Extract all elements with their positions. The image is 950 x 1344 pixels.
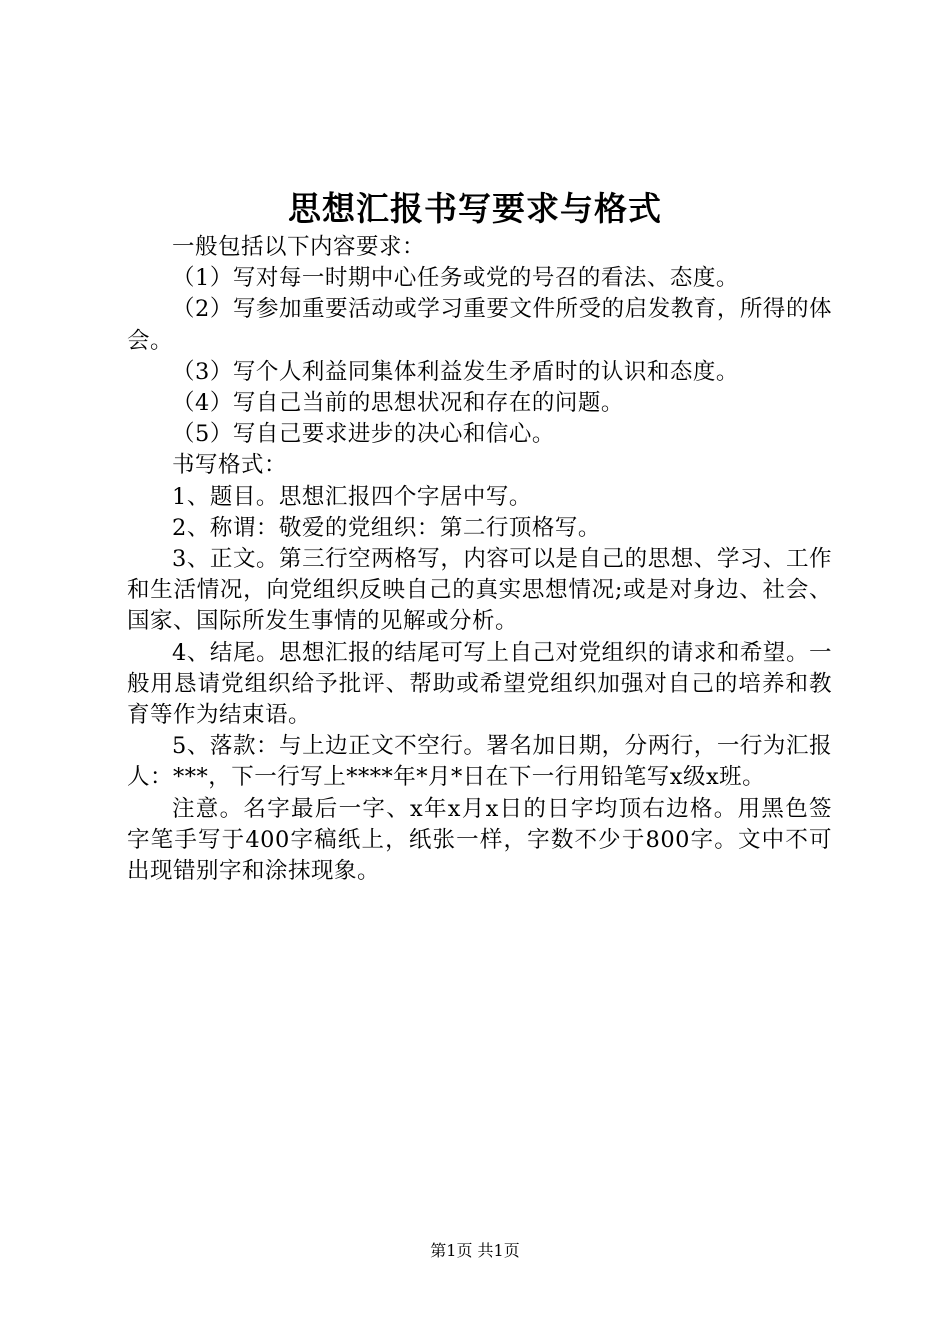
paragraph-item-5: （5）写自己要求进步的决心和信心。 bbox=[172, 421, 555, 448]
paragraph-format-heading: 书写格式： bbox=[172, 452, 288, 479]
document-body bbox=[127, 232, 832, 887]
paragraph-format-1: 1、题目。思想汇报四个字居中写。 bbox=[172, 483, 532, 510]
page-number-footer: 第1页 共1页 bbox=[430, 1241, 520, 1260]
paragraph-item-3: （3）写个人利益同集体利益发生矛盾时的认识和态度。 bbox=[172, 358, 739, 385]
paragraph-format-4: 4、结尾。思想汇报的结尾可写上自己对党组织的请求和希望。一般用恳请党组织给予批评、帮助或希望党组织加强对自己的培养和教育等作为结束语。 bbox=[127, 639, 832, 729]
paragraph-format-2: 2、称谓：敬爱的党组织：第二行顶格写。 bbox=[172, 514, 601, 541]
paragraph-item-4: （4）写自己当前的思想状况和存在的问题。 bbox=[172, 390, 624, 417]
paragraph-note: 注意。名字最后一字、x年x月x日的日字均顶右边格。用黑色签字笔手写于400字稿纸上，纸张一样，字数不少于800字。文中不可出现错别字和涂抹现象。 bbox=[127, 795, 832, 885]
paragraph-intro: 一般包括以下内容要求： bbox=[172, 234, 426, 260]
paragraph-format-5: 5、落款：与上边正文不空行。署名加日期，分两行，一行为汇报人：***，下一行写上****年*月*日在下一行用铅笔写x级x班。 bbox=[127, 733, 832, 791]
paragraph-item-2: （2）写参加重要活动或学习重要文件所受的启发教育，所得的体会。 bbox=[127, 296, 832, 354]
paragraph-format-3: 3、正文。第三行空两格写，内容可以是自己的思想、学习、工作和生活情况，向党组织反映自己的真实思想情况;或是对身边、社会、国家、国际所发生事情的见解或分析。 bbox=[127, 546, 832, 635]
document-title: 思想汇报书写要求与格式 bbox=[288, 189, 662, 228]
paragraph-item-1: （1）写对每一时期中心任务或党的号召的看法、态度。 bbox=[172, 265, 739, 292]
